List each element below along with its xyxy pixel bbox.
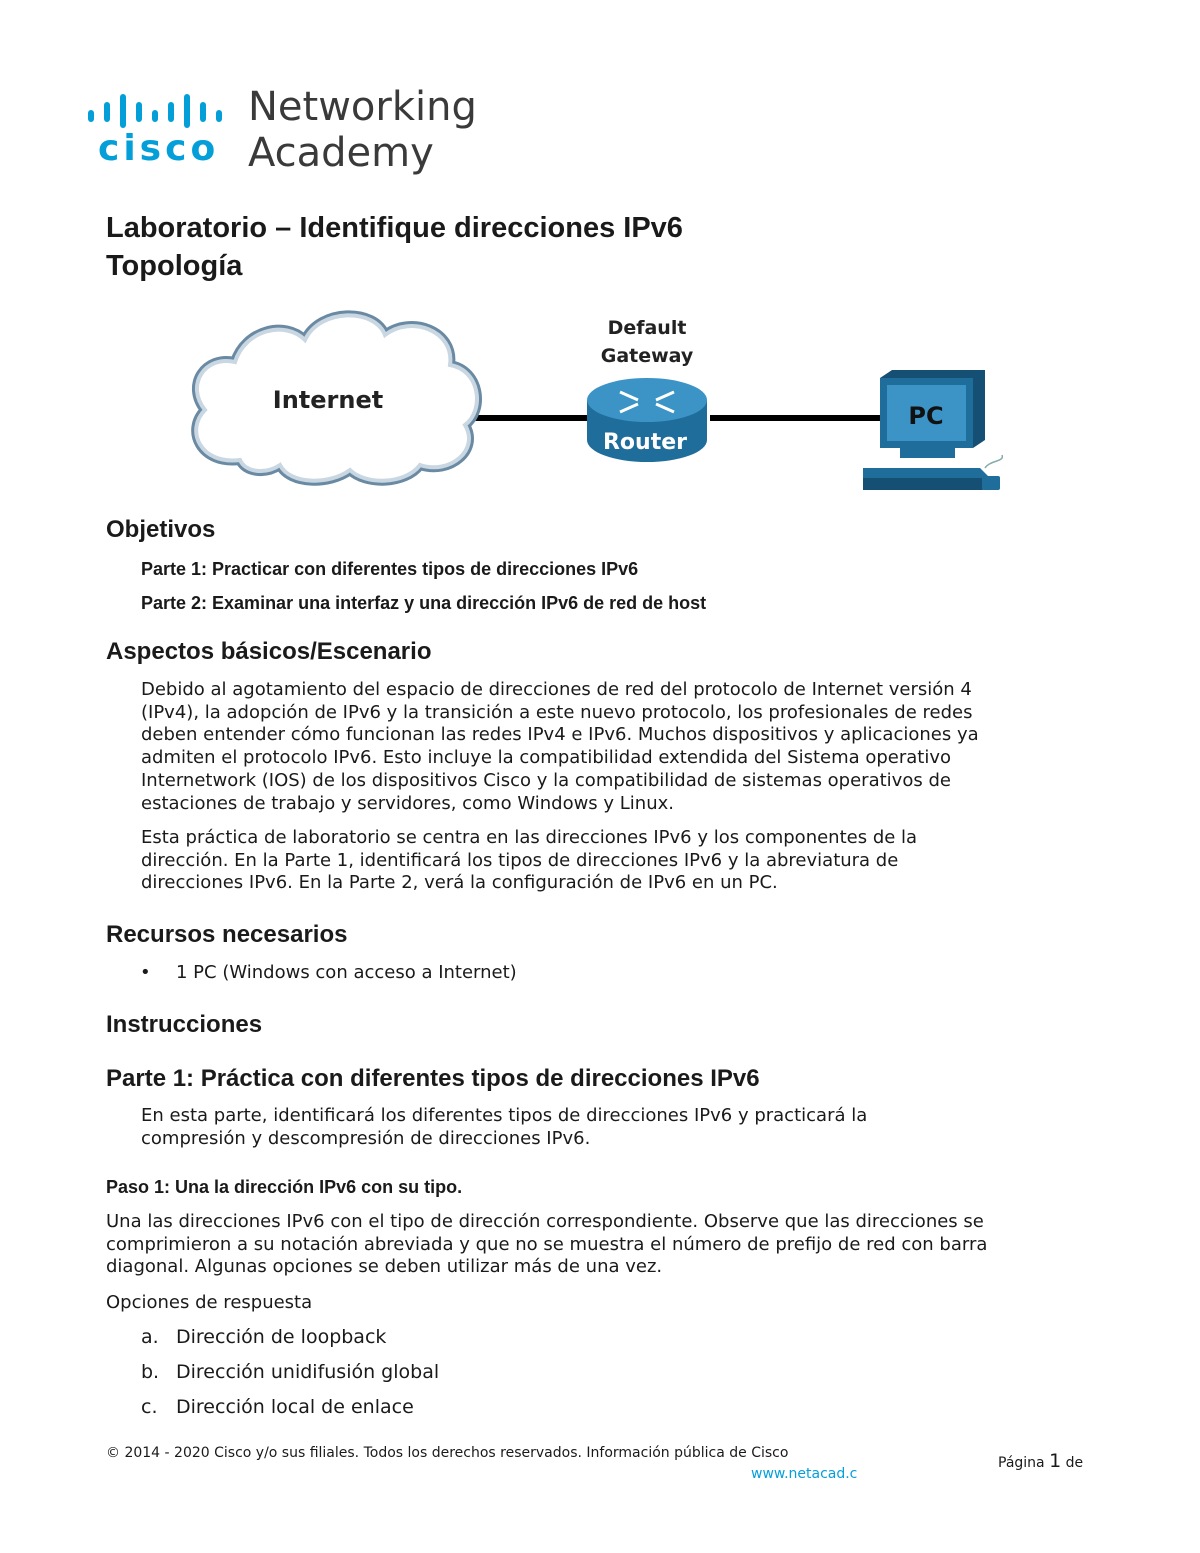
router-label: Router bbox=[602, 430, 688, 455]
text-line: En esta parte, identificará los diferentes tipos de direcciones IPv6 y practicará la bbox=[141, 1105, 868, 1126]
option-letter: a. bbox=[141, 1326, 159, 1348]
router-caption-line1: Default bbox=[607, 317, 687, 339]
objective-item: Parte 1: Practicar con diferentes tipos de direcciones IPv6 bbox=[141, 559, 639, 579]
logo-line-networking: Networking bbox=[248, 84, 477, 130]
option-text: Dirección local de enlace bbox=[176, 1396, 414, 1418]
text-line: estaciones de trabajo y servidores, como Windows y Linux. bbox=[141, 792, 674, 814]
cisco-wordmark: cisco bbox=[98, 128, 220, 169]
resource-item: 1 PC (Windows con acceso a Internet) bbox=[176, 962, 517, 983]
step1-text bbox=[106, 1211, 1106, 1279]
text-line: diagonal. Algunas opciones se deben utilizar más de una vez. bbox=[106, 1256, 663, 1278]
background-heading: Aspectos básicos/Escenario bbox=[106, 638, 432, 665]
footer-copyright: © 2014 - 2020 Cisco y/o sus filiales. Todos los derechos reservados. Información pública de Cisco bbox=[106, 1445, 789, 1461]
part1-intro bbox=[141, 1105, 1101, 1150]
page-label: Página bbox=[998, 1455, 1045, 1471]
text-line: deben entender cómo funcionan las redes IPv4 e IPv6. Muchos dispositivos y aplicaciones ya bbox=[141, 724, 979, 746]
cloud-label: Internet bbox=[272, 386, 384, 414]
topology-diagram bbox=[180, 300, 1020, 500]
text-line: Internetwork (IOS) de los dispositivos Cisco y la compatibilidad de sistemas operativos de bbox=[141, 769, 951, 791]
pc-icon bbox=[863, 370, 1002, 490]
step1-heading: Paso 1: Una la dirección IPv6 con su tipo. bbox=[106, 1177, 463, 1197]
option-letter: b. bbox=[141, 1361, 160, 1383]
option-text: Dirección unidifusión global bbox=[176, 1361, 440, 1383]
text-line: compresión y descompresión de direcciones IPv6. bbox=[141, 1127, 591, 1149]
objective-item: Parte 2: Examinar una interfaz y una dirección IPv6 de red de host bbox=[141, 593, 707, 613]
instructions-heading: Instrucciones bbox=[106, 1011, 263, 1038]
background-paragraph-1 bbox=[141, 679, 1101, 815]
cisco-bars-icon bbox=[86, 92, 236, 128]
text-line: Debido al agotamiento del espacio de direcciones de red del protocolo de Internet versión 4 bbox=[141, 679, 972, 700]
page-of: de bbox=[1065, 1455, 1084, 1471]
text-line: (IPv4), la adopción de IPv6 y la transición a este nuevo protocolo, los profesionales de redes bbox=[141, 701, 973, 723]
router-caption-line2: Gateway bbox=[600, 345, 694, 367]
footer-page-number bbox=[998, 1450, 1083, 1472]
objectives-heading: Objetivos bbox=[106, 516, 216, 543]
text-line: direcciones IPv6. En la Parte 2, verá la configuración de IPv6 en un PC. bbox=[141, 872, 778, 894]
option-letter: c. bbox=[141, 1396, 158, 1418]
text-line: Una las direcciones IPv6 con el tipo de dirección correspondiente. Observe que las direcciones se bbox=[106, 1211, 984, 1232]
pc-label: PC bbox=[908, 402, 944, 430]
part1-heading: Parte 1: Práctica con diferentes tipos de direcciones IPv6 bbox=[106, 1065, 760, 1092]
text-line: comprimieron a su notación abreviada y que no se muestra el número de prefijo de red con barra bbox=[106, 1233, 988, 1255]
options-label: Opciones de respuesta bbox=[106, 1292, 313, 1313]
text-line: admiten el protocolo IPv6. Esto incluye la compatibilidad extendida del Sistema operativo bbox=[141, 747, 952, 769]
option-text: Dirección de loopback bbox=[176, 1326, 387, 1348]
logo-line-academy: Academy bbox=[248, 130, 434, 176]
background-paragraph-2 bbox=[141, 827, 1101, 895]
page-number: 1 bbox=[1049, 1450, 1062, 1472]
topology-heading: Topología bbox=[106, 250, 243, 282]
resources-heading: Recursos necesarios bbox=[106, 921, 348, 948]
text-line: Esta práctica de laboratorio se centra en las direcciones IPv6 y los componentes de la bbox=[141, 827, 918, 848]
footer-link[interactable]: www.netacad.c bbox=[751, 1466, 858, 1482]
text-line: dirección. En la Parte 1, identificará los tipos de direcciones IPv6 y la abreviatura de bbox=[141, 849, 899, 871]
document-title: Laboratorio – Identifique direcciones IPv6 bbox=[106, 212, 683, 244]
cisco-networking-academy-logo bbox=[86, 84, 477, 180]
bullet-icon: • bbox=[140, 962, 151, 983]
